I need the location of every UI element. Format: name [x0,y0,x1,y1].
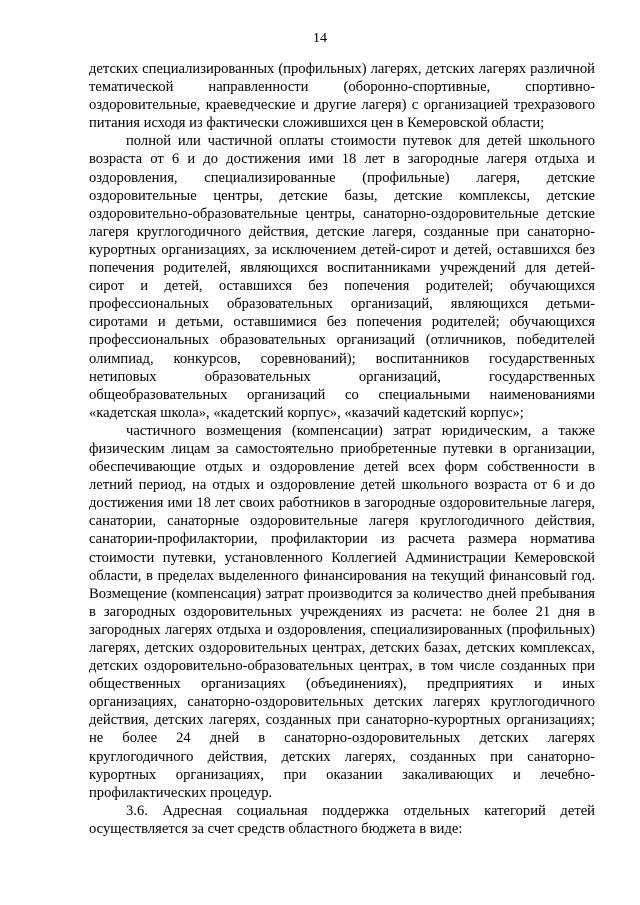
paragraph-section-3-6: 3.6. Адресная социальная поддержка отдельных категорий детей осуществляется за счет средств областного бюджета в виде: [89,802,595,837]
document-body [89,60,595,838]
paragraph-continuation: детских специализированных (профильных) лагерях, детских лагерях различной тематической направленности (оборонно-спортивные, спортивно-оздоровительные, краеведческие и другие лагеря) с организацией трехразового питания исходя из фактически сложившихся цен в Кемеровской области; [89,61,595,132]
page-number: 14 [313,31,327,46]
paragraph-full-payment: полной или частичной оплаты стоимости путевок для детей школьного возраста от 6 и до достижения ими 18 лет в загородные лагеря отдыха и оздоровления, специализированные (профильные) лагеря, детские оздоровительные центры, детские базы, детские комплексы, детские оздоровительно-образовательные центры, санаторно-оздоровительные детские лагеря круглогодичного действия, детские лагеря, созданные при санаторно-курортных организациях, за исключением детей-сирот и детей, оставшихся без попечения родителей, являющихся воспитанниками учреждений для детей-сирот и детей, оставшихся без попечения родителей; обучающихся профессиональных образовательных организаций, являющихся детьми-сиротами и детьми, оставшимися без попечения родителей; обучающихся профессиональных образовательных организаций (отличников, победителей олимпиад, конкурсов, соревнований); воспитанников государственных нетиповых образовательных организаций, государственных общеобразовательных организаций со специальными наименованиями «кадетская школа», «кадетский корпус», «казачий кадетский корпус»; [89,133,595,421]
paragraph-partial-compensation: частичного возмещения (компенсации) затрат юридическим, а также физическим лицам за самостоятельно приобретенные путевки в организации, обеспечивающие отдых и оздоровление детей всех форм собственности в летний период, на отдых и оздоровление детей школьного возраста от 6 и до достижения ими 18 лет своих работников в загородные оздоровительные лагеря, санатории, санаторные оздоровительные лагеря круглогодичного действия, санатории-профилактории, профилактории из расчета размера норматива стоимости путевки, установленного Коллегией Администрации Кемеровской области, в пределах выделенного финансирования на текущий финансовый год. Возмещение (компенсация) затрат производится за количество дней пребывания в загородных оздоровительных учреждениях из расчета: не более 21 дня в загородных лагерях отдыха и оздоровления, специализированных (профильных) лагерях, детских оздоровительных центрах, детских базах, детских комплексах, детских оздоровительно-образовательных центрах, в том числе созданных при общественных организациях (объединениях), предприятиях и иных организациях, санаторно-оздоровительных детских лагерях круглогодичного действия, детских лагерях, созданных при санаторно-курортных организациях; не более 24 дней в санаторно-оздоровительных детских лагерях круглогодичного действия, детских лагерях, созданных при санаторно-курортных организациях, при оказании закаливающих и лечебно-профилактических процедур. [89,422,595,801]
